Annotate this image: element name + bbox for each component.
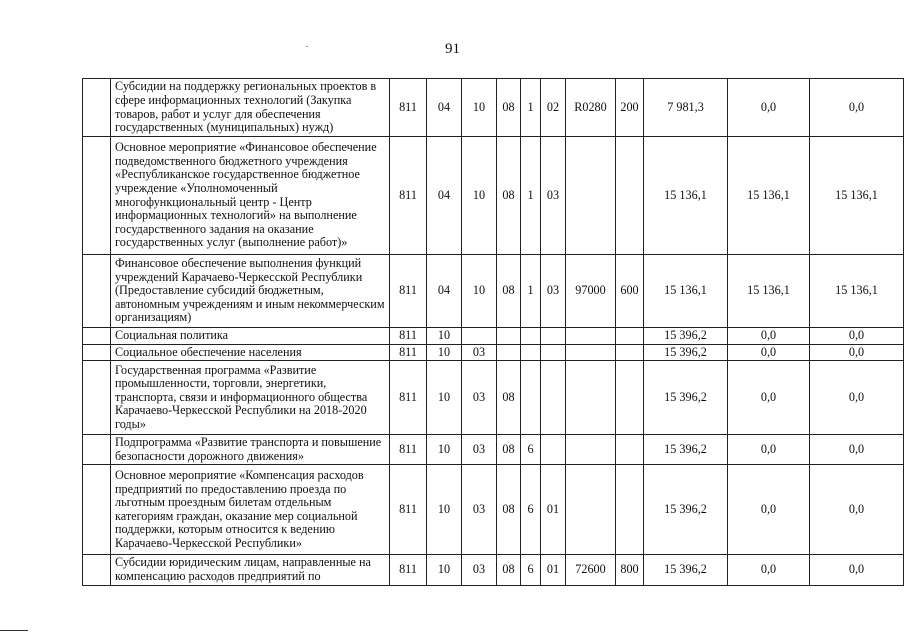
subsection-code: 03 [462,344,497,361]
expense-type-code: 600 [616,255,644,328]
row-name: Государственная программа «Развитие промышленности, торговли, энергетики, транспорта, связи и информационного общества Карачаево-Черкесской Республики на 2018-2020 годы» [111,361,390,435]
ministry-code: 811 [390,555,427,585]
amount-year-2: 0,0 [728,361,810,435]
page-number: 91 [445,41,460,57]
amount-year-3: 0,0 [810,79,904,137]
subprogram-code: 6 [521,435,541,465]
ministry-code: 811 [390,255,427,328]
activity-code: 03 [541,137,566,255]
amount-year-1: 15 396,2 [644,435,728,465]
amount-year-3: 0,0 [810,555,904,585]
amount-year-2: 15 136,1 [728,255,810,328]
blank-cell [83,361,111,435]
section-code: 04 [427,79,462,137]
ministry-code: 811 [390,361,427,435]
amount-year-1: 15 396,2 [644,344,728,361]
table-row [83,555,904,585]
direction-code: 97000 [566,255,616,328]
direction-code [566,137,616,255]
ministry-code: 811 [390,137,427,255]
row-name: Подпрограмма «Развитие транспорта и повышение безопасности дорожного движения» [111,435,390,465]
amount-year-3: 0,0 [810,465,904,555]
amount-year-2: 15 136,1 [728,137,810,255]
subsection-code: 03 [462,361,497,435]
program-code: 08 [497,465,521,555]
amount-year-3: 0,0 [810,344,904,361]
amount-year-3: 15 136,1 [810,137,904,255]
amount-year-3: 0,0 [810,361,904,435]
activity-code: 01 [541,465,566,555]
blank-cell [83,555,111,585]
table-row [83,435,904,465]
row-name: Социальная политика [111,328,390,345]
direction-code [566,328,616,345]
row-name: Основное мероприятие «Компенсация расходов предприятий по предоставлению проезда по льготным проездным билетам отдельным категориям граждан, оказание мер социальной поддержки, которым относится к ведению Карачаево-Черкесской Республики» [111,465,390,555]
amount-year-2: 0,0 [728,555,810,585]
direction-code [566,361,616,435]
subprogram-code [521,328,541,345]
section-code: 04 [427,255,462,328]
subsection-code [462,328,497,345]
ministry-code: 811 [390,435,427,465]
blank-cell [83,79,111,137]
table-row [83,137,904,255]
amount-year-2: 0,0 [728,435,810,465]
expense-type-code [616,361,644,435]
ministry-code: 811 [390,328,427,345]
subsection-code: 10 [462,255,497,328]
program-code: 08 [497,79,521,137]
amount-year-2: 0,0 [728,79,810,137]
program-code: 08 [497,137,521,255]
activity-code: 02 [541,79,566,137]
amount-year-1: 15 136,1 [644,137,728,255]
activity-code: 03 [541,255,566,328]
section-code: 10 [427,328,462,345]
expense-type-code: 800 [616,555,644,585]
section-code: 10 [427,555,462,585]
table-row [83,344,904,361]
program-code [497,328,521,345]
scan-speck [306,46,308,47]
amount-year-1: 7 981,3 [644,79,728,137]
program-code: 08 [497,435,521,465]
subsection-code: 10 [462,79,497,137]
direction-code [566,435,616,465]
subsection-code: 10 [462,137,497,255]
section-code: 04 [427,137,462,255]
budget-table [82,78,904,586]
table-row [83,255,904,328]
expense-type-code [616,344,644,361]
subprogram-code [521,361,541,435]
expense-type-code [616,137,644,255]
amount-year-1: 15 396,2 [644,328,728,345]
amount-year-2: 0,0 [728,328,810,345]
subprogram-code: 1 [521,79,541,137]
section-code: 10 [427,435,462,465]
table-row [83,79,904,137]
activity-code [541,435,566,465]
blank-cell [83,465,111,555]
direction-code: 72600 [566,555,616,585]
subprogram-code: 1 [521,137,541,255]
ministry-code: 811 [390,344,427,361]
amount-year-1: 15 136,1 [644,255,728,328]
program-code: 08 [497,255,521,328]
section-code: 10 [427,361,462,435]
row-name: Финансовое обеспечение выполнения функций учреждений Карачаево-Черкесской Республики (Предоставление субсидий бюджетным, автономным учреждениям и иным некоммерческим организациям) [111,255,390,328]
section-code: 10 [427,344,462,361]
row-name: Субсидии на поддержку региональных проектов в сфере информационных технологий (Закупка товаров, работ и услуг для обеспечения государственных (муниципальных) нужд) [111,79,390,137]
subsection-code: 03 [462,555,497,585]
direction-code [566,344,616,361]
subsection-code: 03 [462,435,497,465]
program-code [497,344,521,361]
table-row [83,361,904,435]
subprogram-code: 1 [521,255,541,328]
amount-year-1: 15 396,2 [644,361,728,435]
amount-year-3: 0,0 [810,328,904,345]
amount-year-1: 15 396,2 [644,465,728,555]
table-row [83,328,904,345]
expense-type-code [616,328,644,345]
row-name: Основное мероприятие «Финансовое обеспечение подведомственного бюджетного учреждения «Республиканское государственное бюджетное учреждение «Уполномоченный многофункциональный центр - Центр информационных технологий» на выполнение государственного задания на оказание государственных услуг (выполнение работ)» [111,137,390,255]
subsection-code: 03 [462,465,497,555]
direction-code [566,465,616,555]
activity-code [541,344,566,361]
ministry-code: 811 [390,79,427,137]
amount-year-3: 15 136,1 [810,255,904,328]
amount-year-2: 0,0 [728,465,810,555]
page-edge-line [0,630,28,631]
subprogram-code: 6 [521,555,541,585]
subprogram-code [521,344,541,361]
program-code: 08 [497,361,521,435]
activity-code: 01 [541,555,566,585]
program-code: 08 [497,555,521,585]
blank-cell [83,255,111,328]
amount-year-1: 15 396,2 [644,555,728,585]
activity-code [541,361,566,435]
expense-type-code [616,435,644,465]
row-name: Социальное обеспечение населения [111,344,390,361]
blank-cell [83,328,111,345]
amount-year-3: 0,0 [810,435,904,465]
blank-cell [83,344,111,361]
table-row [83,465,904,555]
blank-cell [83,435,111,465]
amount-year-2: 0,0 [728,344,810,361]
blank-cell [83,137,111,255]
section-code: 10 [427,465,462,555]
activity-code [541,328,566,345]
expense-type-code: 200 [616,79,644,137]
row-name: Субсидии юридическим лицам, направленные на компенсацию расходов предприятий по [111,555,390,585]
ministry-code: 811 [390,465,427,555]
subprogram-code: 6 [521,465,541,555]
direction-code: R0280 [566,79,616,137]
expense-type-code [616,465,644,555]
